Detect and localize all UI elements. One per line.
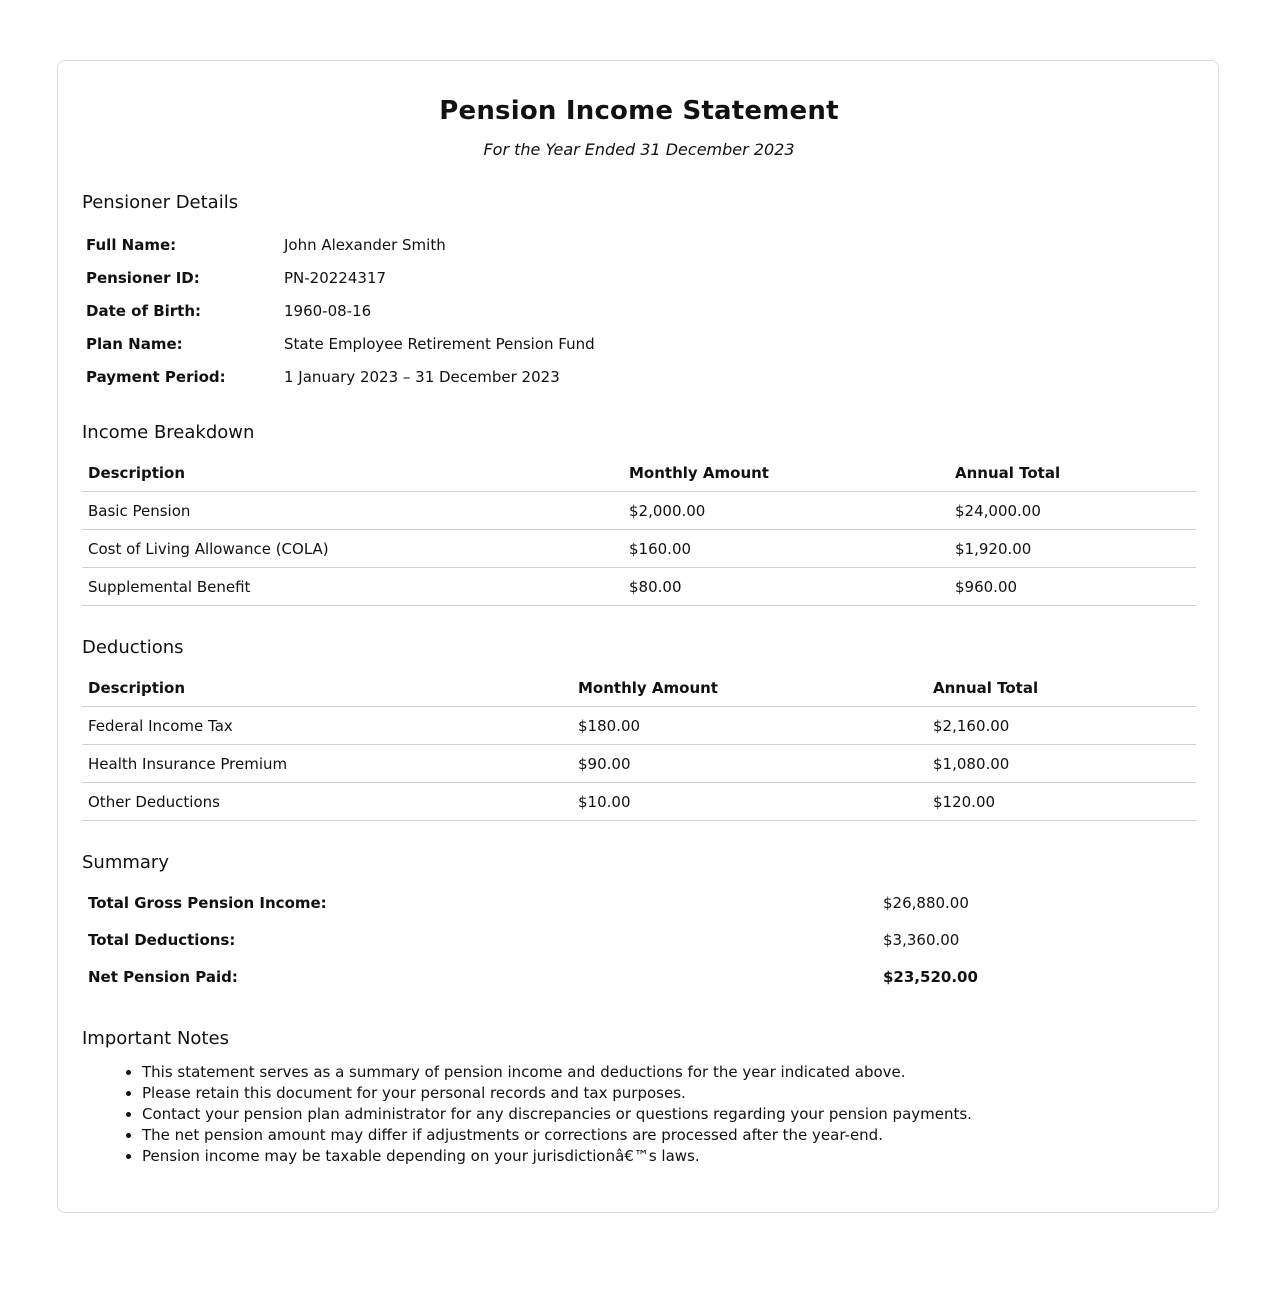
deductions-heading: Deductions xyxy=(82,637,184,658)
summary-label: Total Deductions: xyxy=(88,930,236,949)
table-row xyxy=(82,530,1196,568)
table-row xyxy=(82,568,1196,606)
table-row xyxy=(82,783,1196,821)
deduction-monthly: $10.00 xyxy=(572,783,927,821)
list-item: • Pension income may be taxable depending on your jurisdictionâ€™s laws. xyxy=(142,1146,972,1167)
important-notes-heading: Important Notes xyxy=(82,1028,229,1049)
table-row xyxy=(82,707,1196,745)
summary-row-net xyxy=(82,958,1196,995)
summary-row-deductions xyxy=(82,921,1196,958)
income-table xyxy=(82,454,1196,606)
detail-row-plan-name xyxy=(86,327,595,360)
income-monthly: $80.00 xyxy=(623,568,949,606)
detail-label: Pensioner ID: xyxy=(86,268,200,287)
column-header-description: Description xyxy=(82,454,623,492)
summary-heading: Summary xyxy=(82,852,169,873)
list-item: • Contact your pension plan administrator for any discrepancies or questions regarding your pension payments. xyxy=(142,1104,972,1125)
detail-row-full-name xyxy=(86,228,595,261)
summary-table xyxy=(82,884,1196,995)
summary-row-gross xyxy=(82,884,1196,921)
column-header-monthly: Monthly Amount xyxy=(572,669,927,707)
detail-value: 1 January 2023 – 31 December 2023 xyxy=(284,367,560,386)
income-description: Basic Pension xyxy=(82,492,623,530)
deduction-annual: $2,160.00 xyxy=(927,707,1196,745)
deduction-description: Other Deductions xyxy=(82,783,572,821)
column-header-description: Description xyxy=(82,669,572,707)
income-annual: $1,920.00 xyxy=(949,530,1196,568)
deductions-header-row xyxy=(82,669,1196,707)
detail-label: Payment Period: xyxy=(86,367,226,386)
income-monthly: $160.00 xyxy=(623,530,949,568)
summary-label: Net Pension Paid: xyxy=(88,967,238,986)
detail-row-date-of-birth xyxy=(86,294,595,327)
notes-list xyxy=(82,1062,972,1167)
detail-value: John Alexander Smith xyxy=(284,235,446,254)
deduction-annual: $120.00 xyxy=(927,783,1196,821)
table-row xyxy=(82,745,1196,783)
income-monthly: $2,000.00 xyxy=(623,492,949,530)
deduction-monthly: $180.00 xyxy=(572,707,927,745)
detail-label: Date of Birth: xyxy=(86,301,202,320)
income-annual: $24,000.00 xyxy=(949,492,1196,530)
deduction-annual: $1,080.00 xyxy=(927,745,1196,783)
summary-value: $3,360.00 xyxy=(883,930,960,949)
summary-label: Total Gross Pension Income: xyxy=(88,893,327,912)
detail-row-payment-period xyxy=(86,360,595,393)
list-item: • Please retain this document for your personal records and tax purposes. xyxy=(142,1083,972,1104)
pensioner-details-heading: Pensioner Details xyxy=(82,192,239,213)
table-row xyxy=(82,492,1196,530)
pensioner-details-table xyxy=(86,228,595,393)
detail-value: 1960-08-16 xyxy=(284,301,372,320)
net-pension-value: $23,520.00 xyxy=(883,967,978,986)
income-description: Cost of Living Allowance (COLA) xyxy=(82,530,623,568)
income-breakdown-heading: Income Breakdown xyxy=(82,422,255,443)
column-header-monthly: Monthly Amount xyxy=(623,454,949,492)
detail-row-pensioner-id xyxy=(86,261,595,294)
deduction-description: Health Insurance Premium xyxy=(82,745,572,783)
document-title: Pension Income Statement xyxy=(439,96,839,126)
list-item: • The net pension amount may differ if adjustments or corrections are processed after the year-end. xyxy=(142,1125,972,1146)
detail-value: State Employee Retirement Pension Fund xyxy=(284,334,595,353)
summary-value: $26,880.00 xyxy=(883,893,969,912)
deduction-monthly: $90.00 xyxy=(572,745,927,783)
detail-value: PN-20224317 xyxy=(284,268,387,287)
detail-label: Plan Name: xyxy=(86,334,183,353)
income-header-row xyxy=(82,454,1196,492)
column-header-annual: Annual Total xyxy=(927,669,1196,707)
detail-label: Full Name: xyxy=(86,235,177,254)
document-subtitle: For the Year Ended 31 December 2023 xyxy=(483,140,795,159)
column-header-annual: Annual Total xyxy=(949,454,1196,492)
deductions-table xyxy=(82,669,1196,821)
deduction-description: Federal Income Tax xyxy=(82,707,572,745)
income-annual: $960.00 xyxy=(949,568,1196,606)
income-description: Supplemental Benefit xyxy=(82,568,623,606)
list-item: • This statement serves as a summary of pension income and deductions for the year indicated above. xyxy=(142,1062,972,1083)
